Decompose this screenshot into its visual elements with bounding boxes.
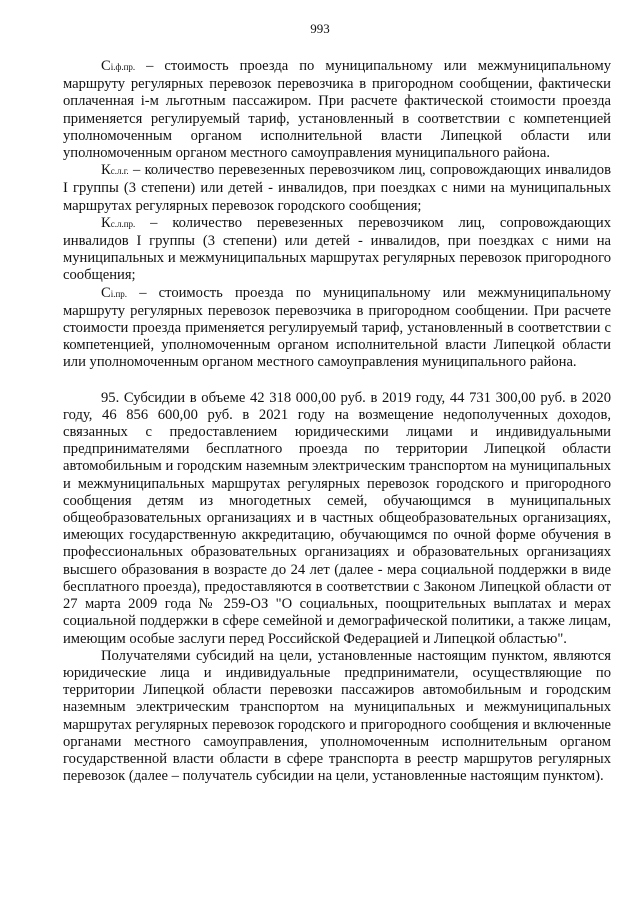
definition-subscript: i.пр.: [110, 288, 128, 299]
definition-symbol: К: [101, 162, 111, 179]
body-paragraph: Получателями субсидий на цели, установленные настоящим пунктом, являются юридические лица и индивидуальные предприниматели, осуществляющие по территории Липецкой области перевозки пассажиров автомобильным и городским наземным электрическим транспортом на муниципальных и межмуниципальных маршрутах регулярных перевозок городского и пригородного сообщения и включенные органами местного самоуправления, уполномоченным исполнительным органом государственной власти области в сфере транспорта в реестр маршрутов регулярных перевозок (далее – получатель субсидии на цели, установленные настоящим пунктом).: [63, 647, 611, 785]
definition-subscript: с.л.пр.: [110, 218, 136, 229]
definition-paragraph: [63, 215, 611, 285]
definition-text: – стоимость проезда по муниципальному или межмуниципальному маршруту регулярных перевозок перевозчика в пригородном сообщении, фактически оплаченная i-м льготным пассажиром. При расчете фактической стоимости проезда применяется регулируемый тариф, установленный в соответствии с компетенцией уполномоченным органом исполнительной власти Липецкой области или уполномоченным органом местного самоуправления муниципального района.: [63, 58, 611, 162]
paragraph-spacer: [63, 372, 611, 390]
body-paragraph: 95. Субсидии в объеме 42 318 000,00 руб. в 2019 году, 44 731 300,00 руб. в 2020 году, 46 856 600,00 руб. в 2021 году на возмещение недополученных доходов, связанных с предоставлением юридическими лицами и индивидуальными предпринимателями бесплатного проезда по территории Липецкой области автомобильным и городским наземным электрическим транспортом на муниципальных и межмуниципальных маршрутах регулярных перевозок городского и пригородного сообщения детям из многодетных семей, обучающимся в муниципальных общеобразовательных организациях и в частных общеобразовательных организациях, имеющих государственную аккредитацию, обучающимся по очной форме обучения в профессиональных образовательных организациях и образовательных организациях высшего образования в возрасте до 24 лет (далее - мера социальной поддержки в виде бесплатного проезда), предоставляются в соответствии с Законом Липецкой области от 27 марта 2009 года № 259-ОЗ "О социальных, поощрительных выплатах и мерах социальной поддержки в сфере семейной и демографической политики, а также лицам, имеющим особые заслуги перед Российской Федерацией и Липецкой областью".: [63, 389, 611, 647]
definition-subscript: с.л.г.: [110, 166, 129, 177]
definition-paragraph: [63, 162, 611, 215]
definition-symbol: С: [101, 58, 111, 74]
page-number: 993: [310, 21, 330, 36]
document-body: [63, 58, 611, 785]
definition-paragraph: [63, 285, 611, 372]
definition-text: – количество перевезенных перевозчиком лиц, сопровождающих инвалидов I группы (3 степени) или детей - инвалидов, при поездках с ними на муниципальных и межмуниципальных маршрутах регулярных перевозок пригородного сообщения;: [63, 214, 611, 284]
definition-symbol: С: [101, 284, 111, 301]
definition-text: – количество перевезенных перевозчиком лиц, сопровождающих инвалидов I группы (3 степени) или детей - инвалидов, при поездках с ними на муниципальных маршрутах регулярных перевозок городского сообщения;: [63, 162, 611, 214]
definition-paragraph: [63, 58, 611, 162]
definition-text: – стоимость проезда по муниципальному или межмуниципальному маршруту регулярных перевозок перевозчика в пригородном сообщении. При расчете стоимости проезда применяется регулируемый тариф, установленный в соответствии с компетенцией, уполномоченным органом исполнительной власти Липецкой области или уполномоченным органом местного самоуправления муниципального района.: [63, 284, 611, 371]
definition-subscript: i.ф.пр.: [110, 62, 136, 72]
definition-symbol: К: [101, 214, 111, 231]
